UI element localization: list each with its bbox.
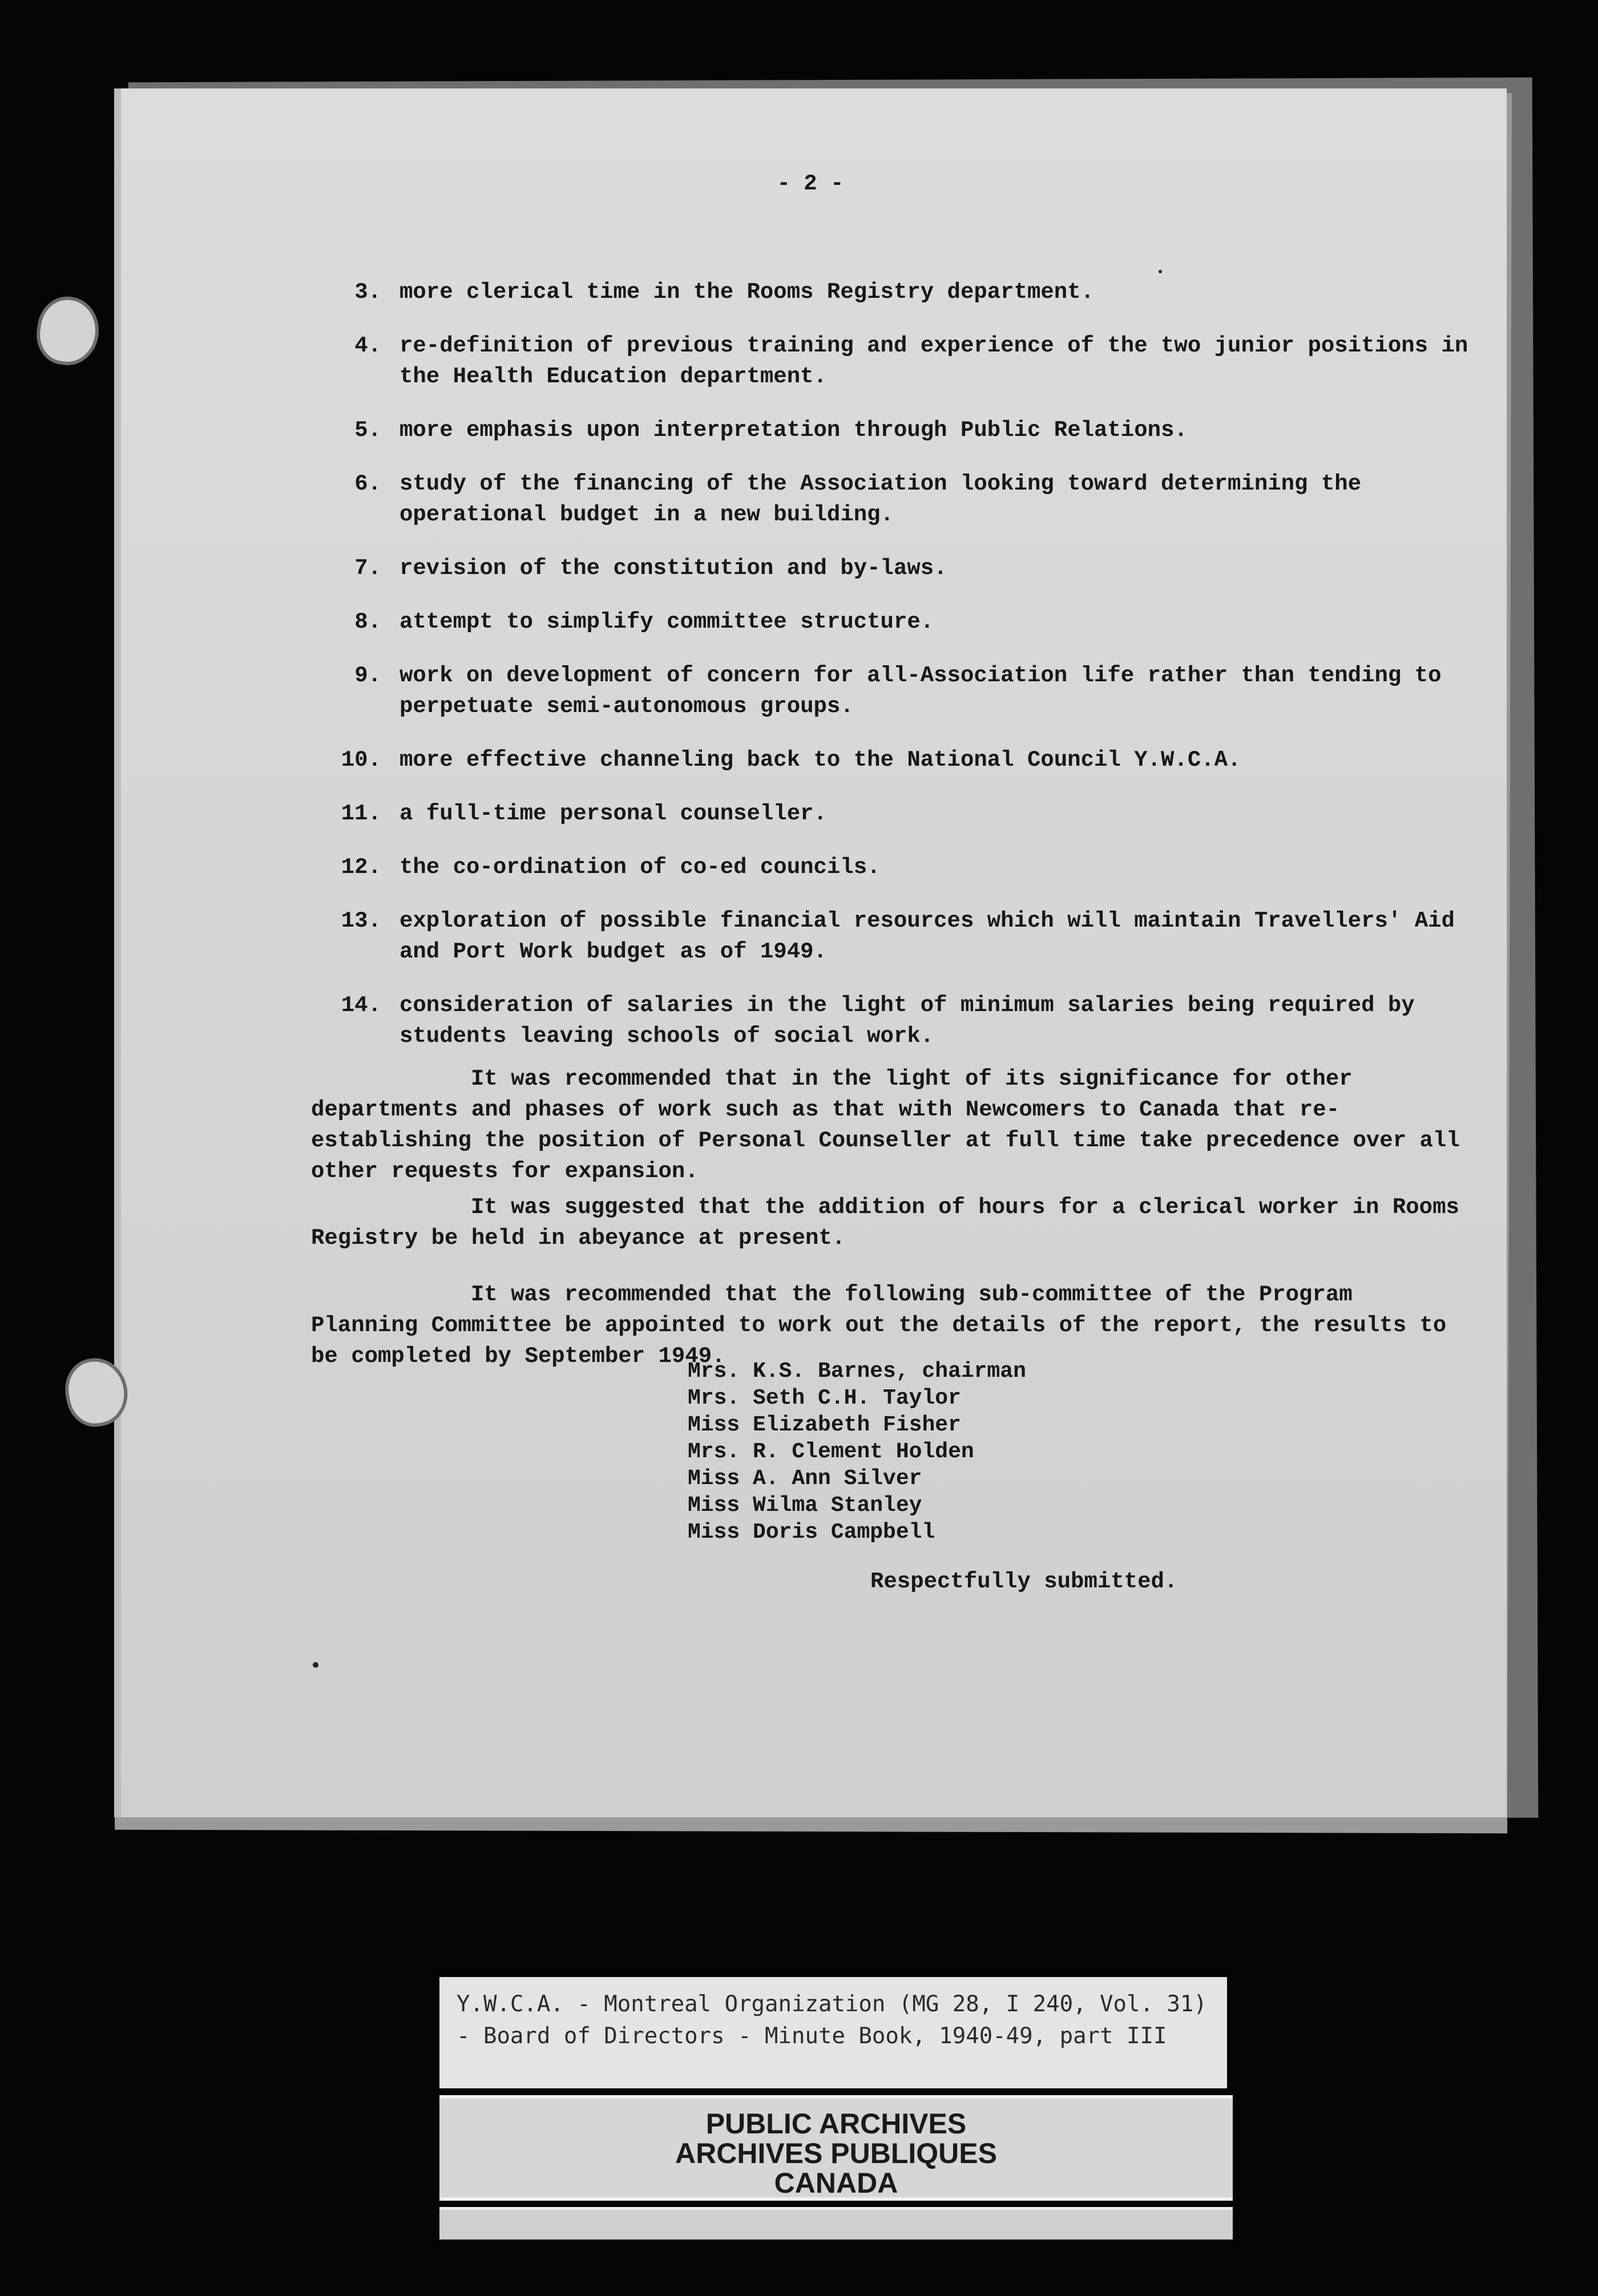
recommendation-list (331, 277, 1472, 1074)
list-item (331, 607, 1472, 637)
list-item-number: 12. (341, 855, 381, 880)
list-item-text: the co-ordination of co-ed councils. (400, 855, 881, 880)
committee-member: Mrs. K.S. Barnes, chairman (688, 1359, 1026, 1384)
list-item-text: revision of the constitution and by-laws. (400, 556, 947, 581)
list-item (331, 660, 1472, 722)
list-item (331, 906, 1472, 967)
list-item (331, 277, 1472, 308)
page-number: - 2 - (777, 171, 844, 196)
list-item (331, 852, 1472, 883)
ink-speck (1159, 270, 1162, 273)
ink-speck (313, 1662, 318, 1668)
punch-hole-icon (33, 293, 103, 369)
list-item-number: 14. (341, 993, 381, 1018)
list-item (331, 798, 1472, 829)
list-item-number: 13. (341, 908, 381, 933)
list-item (331, 745, 1472, 775)
list-item (331, 415, 1472, 446)
stamp-line: ARCHIVES PUBLIQUES (675, 2137, 997, 2169)
list-item-number: 11. (341, 801, 381, 826)
list-item-number: 7. (354, 556, 381, 581)
list-item (331, 468, 1472, 530)
list-item-number: 8. (354, 609, 381, 634)
document-page (114, 88, 1507, 1817)
stamp-line: CANADA (774, 2167, 898, 2199)
citation-line: - Board of Directors - Minute Book, 1940-49, part III (457, 2023, 1167, 2049)
list-item (331, 990, 1472, 1052)
list-item (331, 330, 1472, 392)
committee-member-list (688, 1358, 1026, 1546)
committee-member: Miss A. Ann Silver (688, 1466, 922, 1491)
public-archives-stamp (439, 2095, 1233, 2201)
paragraph-clerical-worker: It was suggested that the addition of hours for a clerical worker in Rooms Registry be held in abeyance at present. (311, 1195, 1459, 1251)
list-item-text: consideration of salaries in the light of minimum salaries being required by students leaving schools of social work. (400, 993, 1415, 1049)
paragraph-sub-committee: It was recommended that the following sub-committee of the Program Planning Committee be appointed to work out the details of the report, the results to be completed by September 1949. (311, 1282, 1447, 1369)
list-item (331, 553, 1472, 584)
list-item-text: exploration of possible financial resources which will maintain Travellers' Aid and Port Work budget as of 1949. (400, 908, 1455, 964)
list-item-text: attempt to simplify committee structure. (400, 609, 934, 634)
list-item-text: study of the financing of the Association looking toward determining the operational budget in a new building. (400, 471, 1362, 527)
list-item-text: more clerical time in the Rooms Registry department. (400, 280, 1094, 305)
committee-member: Miss Elizabeth Fisher (688, 1413, 961, 1437)
list-item-number: 5. (354, 418, 381, 443)
list-item-text: a full-time personal counseller. (400, 801, 827, 826)
list-item-text: more emphasis upon interpretation through Public Relations. (400, 418, 1188, 443)
list-item-number: 9. (354, 663, 381, 688)
label-strip (439, 2207, 1233, 2240)
committee-member: Mrs. R. Clement Holden (688, 1440, 974, 1464)
archive-citation-label (439, 1977, 1227, 2088)
list-item-number: 3. (354, 280, 381, 305)
list-item-text: work on development of concern for all-Association life rather than tending to perpetuate semi-autonomous groups. (400, 663, 1442, 719)
committee-member: Miss Doris Campbell (688, 1520, 935, 1545)
list-item-text: more effective channeling back to the National Council Y.W.C.A. (400, 747, 1241, 773)
closing-line: Respectfully submitted. (870, 1569, 1178, 1594)
list-item-number: 10. (341, 747, 381, 773)
list-item-text: re-definition of previous training and experience of the two junior positions in the Health Education department. (400, 333, 1468, 389)
stamp-line: PUBLIC ARCHIVES (705, 2108, 967, 2140)
committee-member: Mrs. Seth C.H. Taylor (688, 1386, 961, 1410)
list-item-number: 4. (354, 333, 381, 358)
paragraph-personal-counseller: It was recommended that in the light of its significance for other departments and phases of work such as that with Newcomers to Canada that re-establishing the position of Personal Counseller at full time take precedence over all other requests for expansion. (311, 1066, 1460, 1184)
committee-member: Miss Wilma Stanley (688, 1493, 922, 1518)
citation-line: Y.W.C.A. - Montreal Organization (MG 28, I 240, Vol. 31) (457, 1991, 1207, 2017)
list-item-number: 6. (354, 471, 381, 496)
